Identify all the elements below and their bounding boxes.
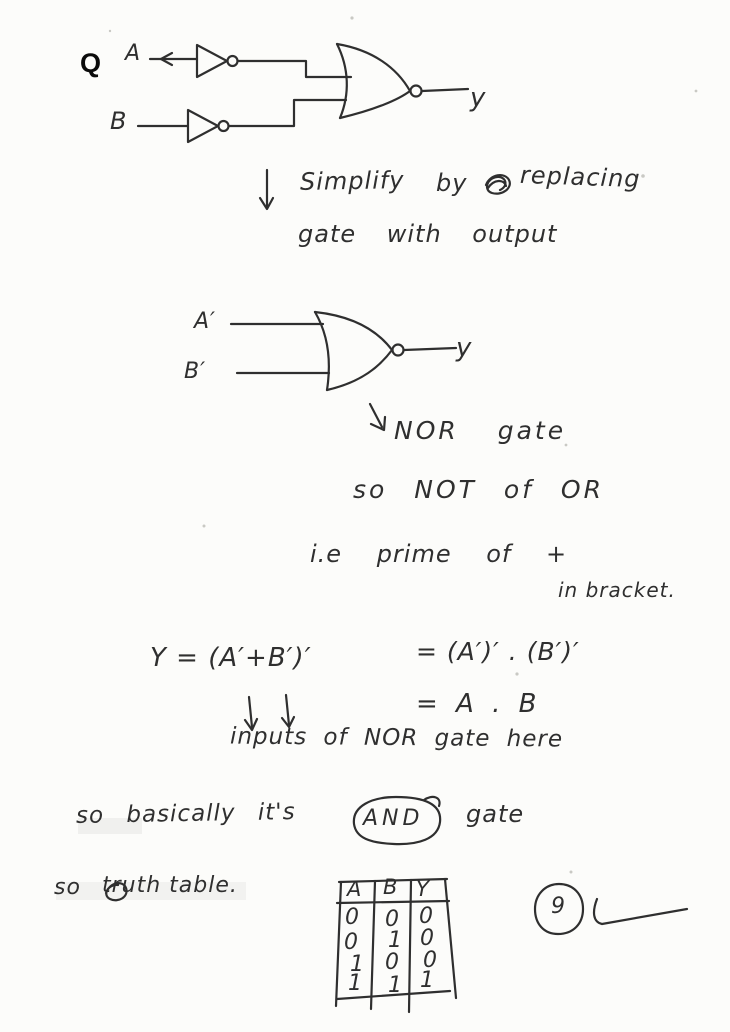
circuit-top-input-a-label: A xyxy=(125,41,142,66)
truth-table-cell: 1 xyxy=(348,971,363,996)
question-label: Q xyxy=(80,48,102,78)
nor-gate-simplified xyxy=(315,312,404,390)
equation-step2: = A . B xyxy=(416,689,538,719)
note-nor-gate: NOR gate xyxy=(394,416,567,445)
scribble-blob xyxy=(486,175,510,194)
nor-gate-top xyxy=(337,44,422,118)
circuit-simplified-input-a-label: A′ xyxy=(194,309,217,334)
truth-table-cell: 0 xyxy=(345,905,360,930)
truth-table-header-a: A xyxy=(347,877,363,901)
note-inputs-of-nor: inputs of NOR gate here xyxy=(229,723,564,753)
truth-table-cell: 0 xyxy=(423,948,438,973)
truth-table-cell: 0 xyxy=(385,907,400,932)
truth-table-cell: 0 xyxy=(344,930,359,955)
note-replacing: replacing xyxy=(519,160,642,194)
paper-smudges xyxy=(56,16,697,900)
down-arrow-icon xyxy=(260,170,273,209)
note-and-word: AND xyxy=(363,806,424,831)
truth-table-cell: 0 xyxy=(385,950,400,975)
truth-table-cell: 0 xyxy=(419,904,434,929)
note-in-bracket: in bracket. xyxy=(558,578,676,602)
circuit-simplified-output-label: y xyxy=(456,333,473,363)
note-so-basically: so basically it's xyxy=(75,799,296,829)
truth-table-header-y: Y xyxy=(416,877,430,901)
note-simplify: Simplify xyxy=(299,166,405,196)
note-so-not-of-or: so NOT of OR xyxy=(353,475,604,504)
equation-step1: = (A′)′ . (B′)′ xyxy=(416,637,580,666)
equation-lhs: Y = (A′+B′)′ xyxy=(150,643,312,673)
note-so-word: so xyxy=(54,875,81,900)
truth-table-cell: 1 xyxy=(388,928,403,953)
note-truth-table-words: truth table. xyxy=(102,873,238,898)
circuit-top-output-label: y xyxy=(470,83,487,113)
circuit-top-input-b-label: B xyxy=(110,107,128,135)
note-by: by xyxy=(436,169,468,197)
truth-table-header-b: B xyxy=(383,875,399,899)
question-number: 9 xyxy=(551,894,566,919)
truth-table-cell: 0 xyxy=(420,926,435,951)
truth-table-cell: 1 xyxy=(388,973,403,998)
circuit-simplified-input-b-label: B′ xyxy=(184,359,207,384)
truth-table-cell: 1 xyxy=(350,952,365,977)
southeast-arrow-icon xyxy=(370,404,385,430)
note-ie-prime-of-plus: i.e prime of + xyxy=(310,540,568,568)
not-gate-a xyxy=(197,45,238,77)
truth-table-cell: 1 xyxy=(420,968,435,993)
not-gate-b xyxy=(188,110,229,142)
checkmark-icon xyxy=(594,899,687,924)
note-gate-word: gate xyxy=(466,800,525,828)
note-gate-with-output: gate with output xyxy=(298,220,558,248)
simplified-circuit-wires xyxy=(231,324,456,373)
